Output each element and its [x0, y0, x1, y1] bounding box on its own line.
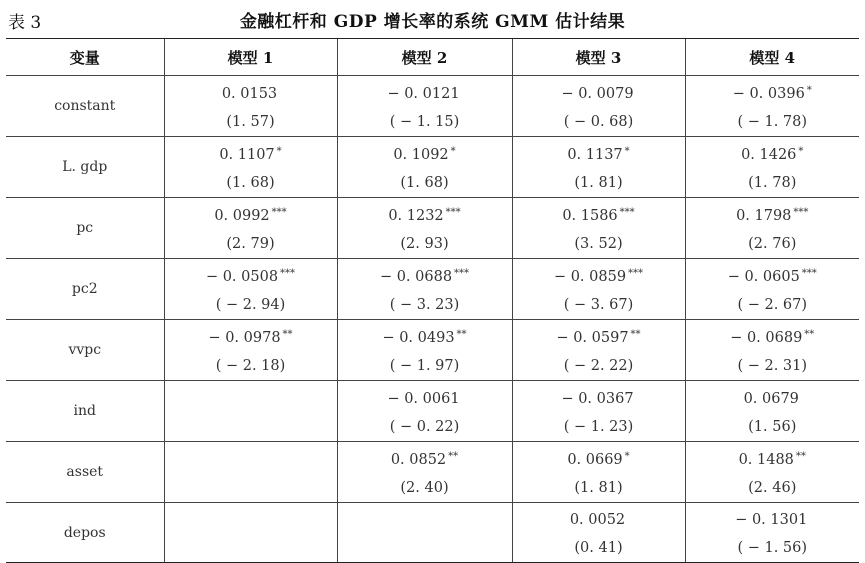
coefficient-value: 0. 0153 [221, 85, 278, 102]
estimate-cell [685, 76, 859, 137]
coefficient [338, 321, 512, 352]
estimate-cell [164, 503, 337, 563]
coefficient-value: − 0. 1301 [735, 512, 808, 528]
coefficient [513, 382, 685, 413]
t-statistic: (1. 81) [574, 479, 623, 496]
coefficient [686, 138, 860, 169]
variable-name: constant [6, 76, 164, 137]
coefficient-value: 0. 1137 [567, 146, 623, 163]
t-statistic: (1. 57) [226, 113, 275, 130]
coefficient [165, 77, 337, 108]
t-statistic: (2. 79) [226, 235, 275, 252]
coefficient-value: − 0. 0689 [730, 329, 803, 346]
coefficient [165, 260, 337, 291]
estimate-cell [512, 76, 685, 137]
variable-name: L. gdp [6, 137, 164, 198]
coefficient-value: 0. 0992 [214, 207, 270, 224]
table-row [6, 442, 859, 503]
coefficient-value: 0. 1232 [388, 207, 444, 224]
regression-table [6, 38, 859, 563]
table-header [0, 0, 865, 38]
coefficient [338, 77, 512, 108]
coefficient [513, 138, 685, 169]
estimate-cell [337, 503, 512, 563]
coefficient [513, 199, 685, 230]
table-title: 金融杠杆和 GDP 增长率的系统 GMM 估计结果 [239, 12, 626, 32]
coefficient-value: 0. 1092 [393, 146, 449, 163]
t-statistic: ( − 3. 23) [389, 296, 460, 313]
estimate-cell [512, 259, 685, 320]
significance-stars: * [624, 450, 630, 462]
coefficient-value: − 0. 0859 [553, 268, 627, 285]
coefficient-value: 0. 0052 [569, 512, 626, 528]
coefficient [338, 260, 512, 291]
significance-stars: ** [282, 328, 293, 340]
variable-name: ind [6, 381, 164, 442]
estimate-cell [164, 442, 337, 503]
t-statistic: (1. 78) [748, 174, 797, 191]
table-row [6, 137, 859, 198]
t-statistic: ( − 1. 78) [737, 113, 808, 130]
t-statistic: ( − 2. 67) [737, 296, 808, 313]
table-row [6, 259, 859, 320]
estimate-cell [685, 198, 859, 259]
estimate-cell [685, 381, 859, 442]
significance-stars: ** [630, 328, 641, 340]
t-statistic: ( − 1. 97) [389, 357, 460, 374]
coefficient [165, 321, 337, 352]
variable-name: pc2 [6, 259, 164, 320]
t-statistic: ( − 2. 31) [737, 357, 808, 374]
coefficient [165, 138, 337, 169]
estimate-cell [337, 259, 512, 320]
estimate-cell [164, 259, 337, 320]
coefficient [686, 199, 860, 230]
significance-stars: ** [795, 450, 806, 462]
coefficient-value: − 0. 0061 [387, 390, 460, 407]
column-header-model-3: 模型 3 [512, 39, 685, 76]
column-header-model-2: 模型 2 [337, 39, 512, 76]
significance-stars: *** [628, 267, 644, 279]
estimate-cell [164, 137, 337, 198]
coefficient-value: − 0. 0079 [561, 85, 634, 102]
column-header-variable: 变量 [6, 39, 164, 76]
t-statistic: ( − 2. 94) [215, 296, 286, 313]
t-statistic: (2. 46) [748, 479, 797, 496]
estimate-cell [685, 503, 859, 563]
coefficient-value: − 0. 0605 [727, 268, 800, 285]
t-statistic: (2. 76) [748, 235, 797, 252]
significance-stars: * [276, 145, 282, 157]
coefficient [513, 443, 685, 474]
table-row [6, 76, 859, 137]
coefficient [686, 503, 860, 534]
coefficient [513, 321, 685, 352]
estimate-cell [337, 76, 512, 137]
table-row [6, 198, 859, 259]
significance-stars: * [450, 145, 456, 157]
t-statistic: (1. 68) [226, 174, 275, 191]
coefficient [686, 77, 860, 108]
significance-stars: ** [456, 328, 467, 340]
coefficient [513, 503, 685, 534]
variable-name: depos [6, 503, 164, 563]
coefficient [165, 199, 337, 230]
significance-stars: *** [280, 267, 296, 279]
coefficient [686, 382, 860, 413]
significance-stars: *** [619, 206, 635, 218]
coefficient-value: − 0. 0367 [561, 390, 634, 407]
estimate-cell [164, 381, 337, 442]
significance-stars: ** [804, 328, 815, 340]
coefficient-value: 0. 1586 [562, 207, 618, 224]
variable-name: asset [6, 442, 164, 503]
table-label: 表 3 [8, 13, 42, 33]
estimate-cell [337, 381, 512, 442]
table-row [6, 503, 859, 563]
estimate-cell [512, 137, 685, 198]
t-statistic: ( − 2. 22) [563, 357, 634, 374]
coefficient [338, 382, 512, 413]
table-row [6, 320, 859, 381]
coefficient-value: 0. 1488 [738, 451, 794, 468]
coefficient-value: − 0. 0597 [556, 329, 629, 346]
column-header-model-1: 模型 1 [164, 39, 337, 76]
estimate-cell [512, 320, 685, 381]
estimate-cell [512, 198, 685, 259]
t-statistic: (3. 52) [574, 235, 623, 252]
t-statistic: ( − 0. 68) [563, 113, 634, 130]
coefficient [686, 260, 860, 291]
t-statistic: ( − 0. 22) [389, 418, 460, 435]
estimate-cell [512, 381, 685, 442]
significance-stars: *** [271, 206, 287, 218]
coefficient-value: − 0. 0508 [205, 268, 279, 285]
coefficient [686, 321, 860, 352]
estimate-cell [512, 442, 685, 503]
significance-stars: ** [448, 450, 459, 462]
coefficient-value: − 0. 0688 [379, 268, 453, 285]
estimate-cell [164, 320, 337, 381]
significance-stars: * [806, 84, 812, 96]
variable-name: vvpc [6, 320, 164, 381]
coefficient-value: 0. 1426 [741, 146, 797, 163]
coefficient [513, 260, 685, 291]
t-statistic: ( − 3. 67) [563, 296, 634, 313]
significance-stars: *** [801, 267, 817, 279]
table-row [6, 381, 859, 442]
significance-stars: *** [454, 267, 470, 279]
estimate-cell [337, 320, 512, 381]
t-statistic: ( − 1. 23) [563, 418, 634, 435]
significance-stars: * [798, 145, 804, 157]
t-statistic: (1. 56) [748, 418, 797, 435]
coefficient [513, 77, 685, 108]
coefficient-value: 0. 0679 [743, 390, 799, 407]
significance-stars: *** [793, 206, 809, 218]
estimate-cell [164, 198, 337, 259]
coefficient-value: 0. 0852 [390, 451, 447, 468]
estimate-cell [685, 259, 859, 320]
t-statistic: (0. 41) [574, 540, 623, 556]
estimate-cell [685, 137, 859, 198]
t-statistic: ( − 2. 18) [215, 357, 286, 374]
t-statistic: (2. 93) [400, 235, 449, 252]
estimate-cell [337, 198, 512, 259]
column-header-model-4: 模型 4 [685, 39, 859, 76]
t-statistic: ( − 1. 56) [737, 540, 808, 556]
variable-name: pc [6, 198, 164, 259]
significance-stars: * [624, 145, 630, 157]
coefficient-value: − 0. 0978 [208, 329, 281, 346]
t-statistic: (2. 40) [400, 479, 449, 496]
coefficient-value: − 0. 0493 [382, 329, 455, 346]
t-statistic: (1. 68) [400, 174, 449, 191]
coefficient [338, 138, 512, 169]
coefficient [338, 199, 512, 230]
header-row [6, 39, 859, 76]
estimate-cell [685, 320, 859, 381]
t-statistic: (1. 81) [574, 174, 623, 191]
significance-stars: *** [445, 206, 461, 218]
coefficient-value: 0. 0669 [567, 451, 623, 468]
coefficient-value: 0. 1798 [736, 207, 792, 224]
coefficient-value: 0. 1107 [219, 146, 275, 163]
coefficient [686, 443, 860, 474]
estimate-cell [337, 137, 512, 198]
coefficient [338, 443, 512, 474]
estimate-cell [685, 442, 859, 503]
coefficient-value: − 0. 0396 [732, 85, 805, 102]
estimate-cell [164, 76, 337, 137]
t-statistic: ( − 1. 15) [389, 113, 460, 130]
estimate-cell [512, 503, 685, 563]
coefficient-value: − 0. 0121 [387, 85, 460, 102]
estimate-cell [337, 442, 512, 503]
